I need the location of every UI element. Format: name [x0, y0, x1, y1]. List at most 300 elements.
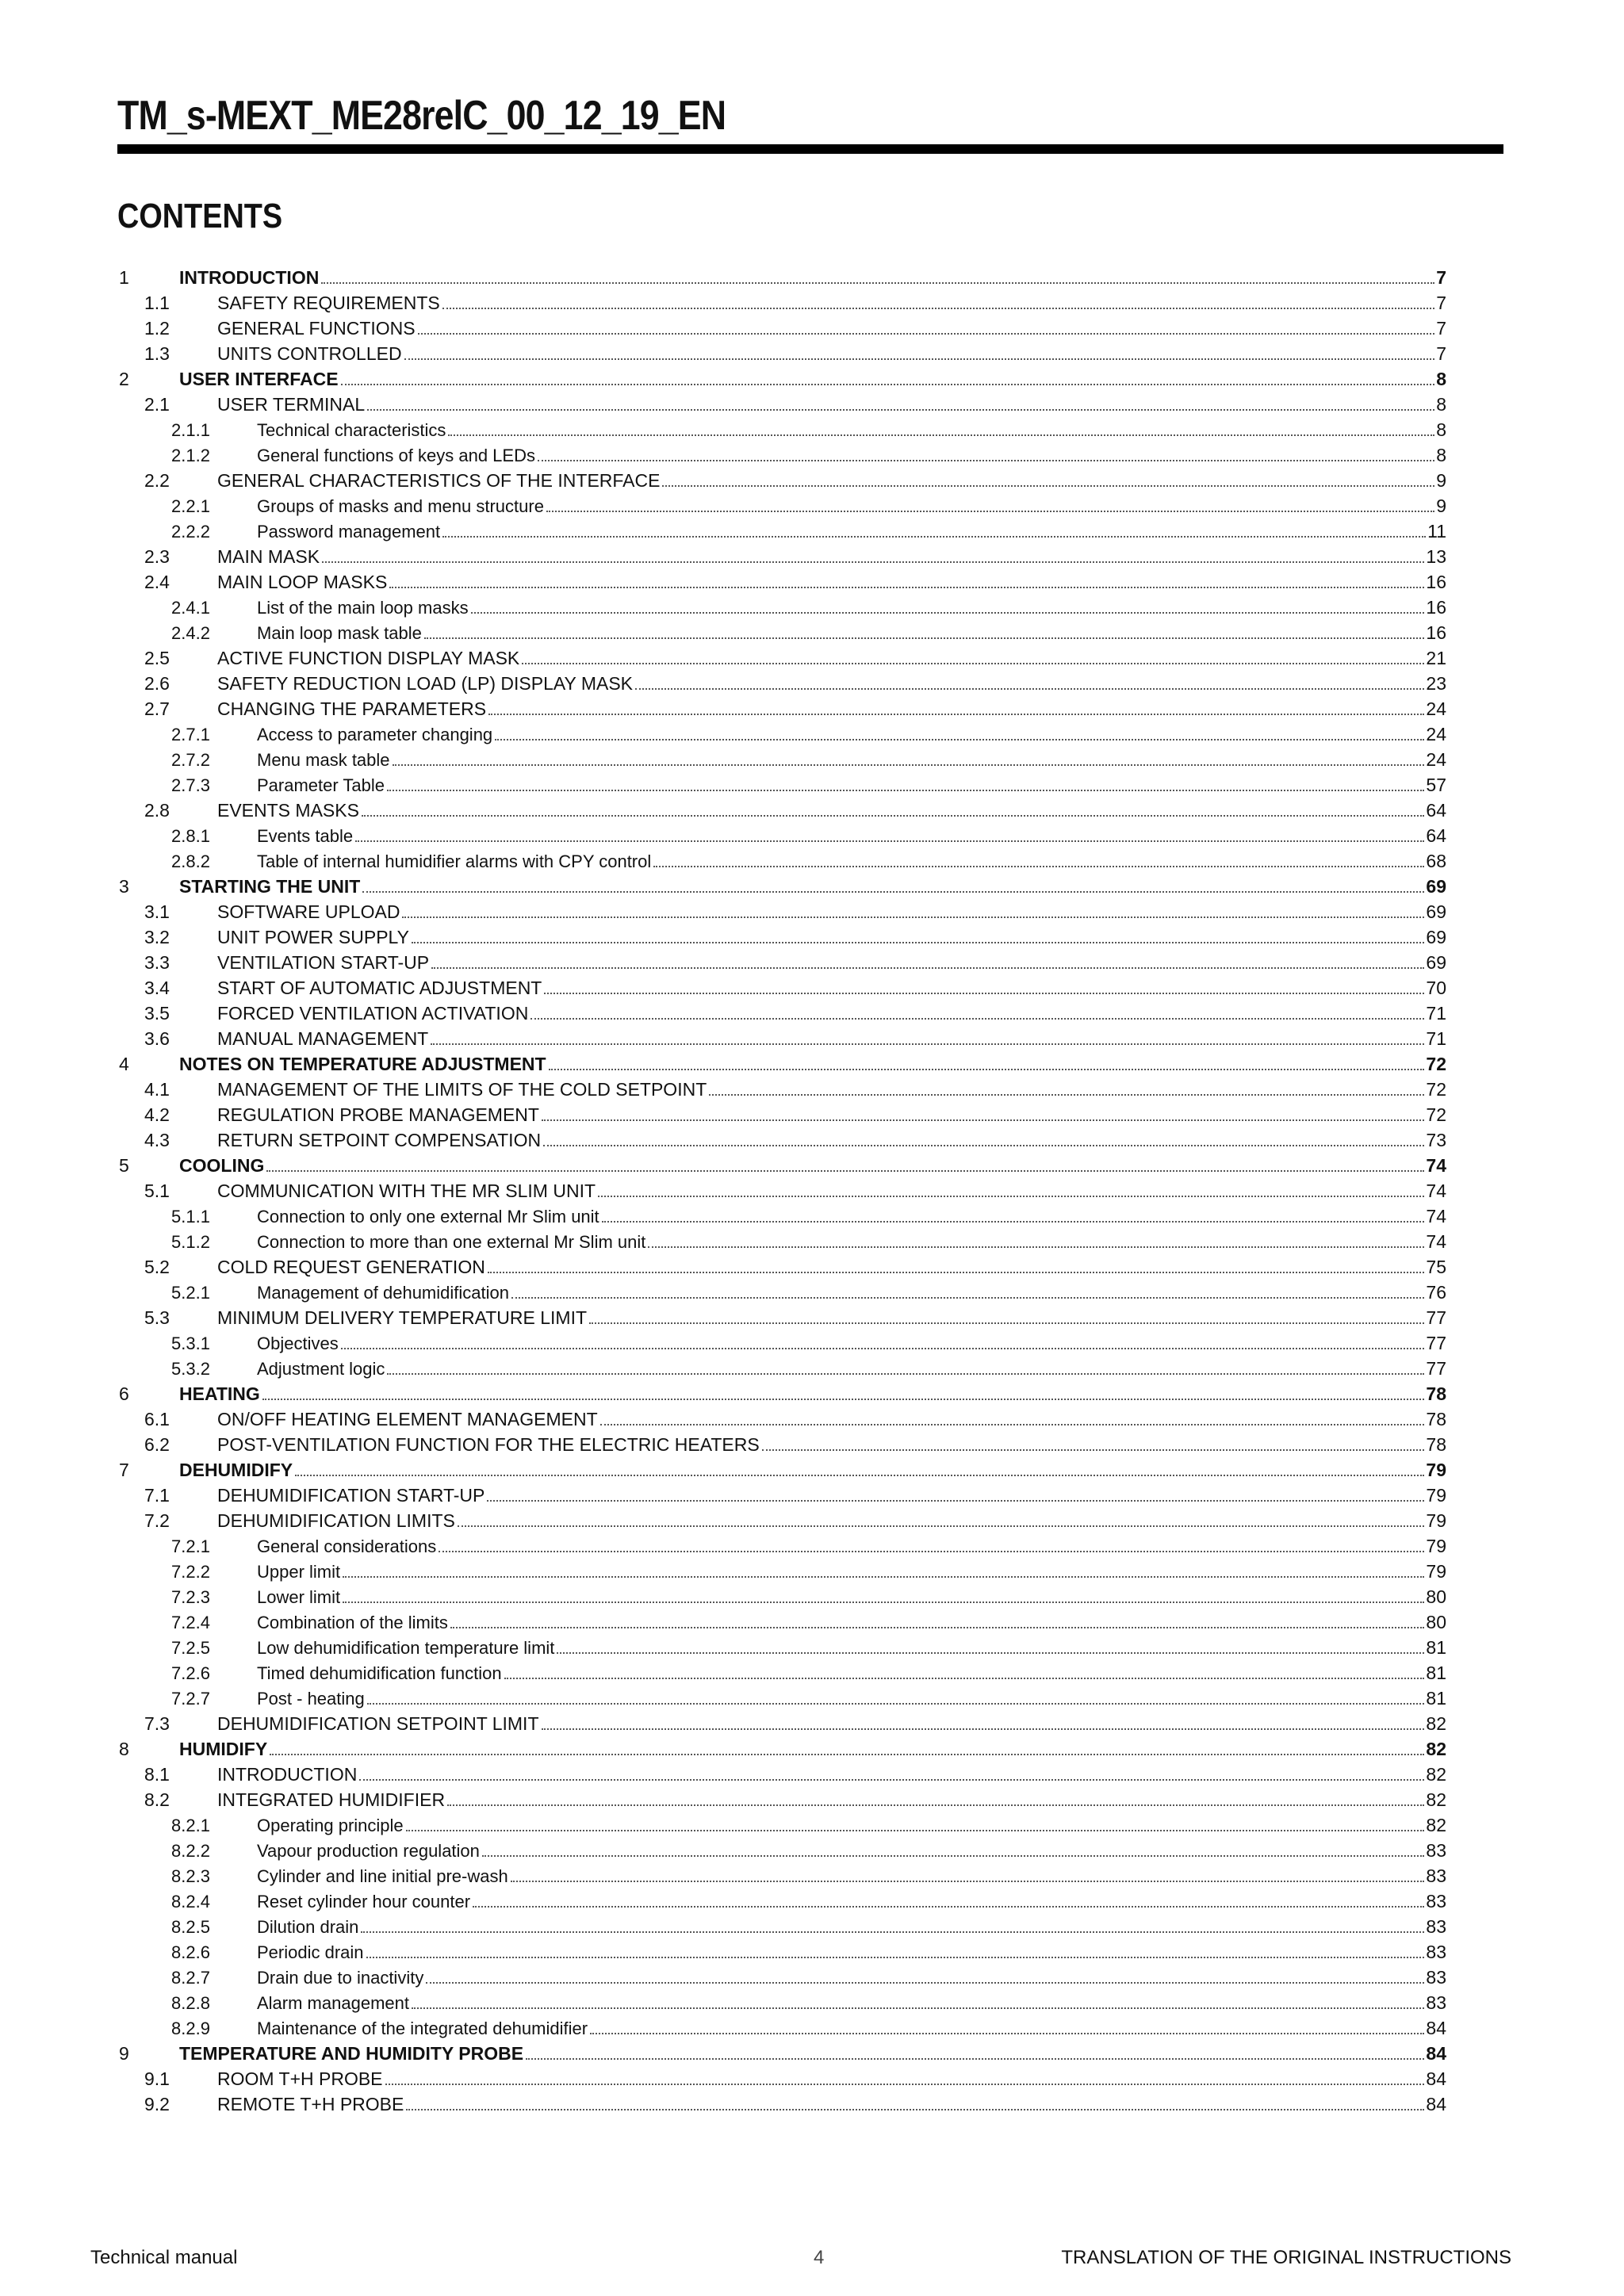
toc-entry-title: ACTIVE FUNCTION DISPLAY MASK [217, 648, 520, 668]
toc-entry-number: 2.1.1 [171, 420, 210, 440]
toc-entry-title: RETURN SETPOINT COMPENSATION [217, 1130, 542, 1150]
toc-entry[interactable] [119, 1229, 1446, 1254]
toc-entry[interactable] [119, 544, 1446, 569]
toc-dot-leader [600, 1424, 1425, 1425]
toc-dot-leader [362, 815, 1424, 817]
toc-entry-number: 3.3 [144, 952, 170, 973]
toc-dot-leader [295, 1475, 1424, 1476]
toc-dot-leader [447, 1804, 1424, 1806]
toc-entry-page: 77 [1426, 1307, 1446, 1328]
toc-entry-page: 64 [1426, 825, 1446, 846]
toc-entry-number: 1.3 [144, 343, 170, 364]
toc-entry-page: 16 [1426, 597, 1446, 618]
toc-entry-number: 2.2.1 [171, 496, 210, 516]
toc-dot-leader [542, 1119, 1424, 1121]
toc-entry-page: 84 [1426, 2018, 1446, 2038]
contents-heading: CONTENTS [117, 197, 283, 235]
toc-entry-page: 71 [1426, 1003, 1446, 1024]
toc-entry-title: COOLING [179, 1155, 265, 1176]
toc-entry-page: 7 [1436, 318, 1446, 339]
toc-entry[interactable] [119, 493, 1446, 519]
toc-entry-page: 8 [1436, 445, 1446, 465]
toc-entry-title: Reset cylinder hour counter [257, 1892, 471, 1911]
toc-entry-number: 2.8.1 [171, 826, 210, 846]
toc-entry[interactable] [119, 620, 1446, 645]
toc-entry-number: 6.1 [144, 1409, 170, 1429]
toc-entry-title: Dilution drain [257, 1917, 359, 1937]
toc-entry[interactable] [119, 316, 1446, 341]
toc-entry-number: 1.2 [144, 318, 170, 339]
toc-entry-title: Combination of the limits [257, 1613, 448, 1632]
toc-entry-number: 7.2.7 [171, 1689, 210, 1709]
toc-entry[interactable] [119, 1330, 1446, 1356]
toc-entry[interactable] [119, 798, 1446, 823]
toc-entry-page: 83 [1426, 1992, 1446, 2013]
toc-entry[interactable] [119, 1305, 1446, 1330]
toc-entry-title: DEHUMIDIFICATION LIMITS [217, 1510, 455, 1531]
toc-dot-leader [385, 2084, 1425, 2085]
toc-entry-page: 8 [1436, 369, 1446, 389]
toc-entry-title: Main loop mask table [257, 623, 422, 643]
toc-dot-leader [359, 1779, 1424, 1781]
toc-entry-number: 5.1.1 [171, 1207, 210, 1226]
toc-entry-number: 2.2 [144, 470, 170, 491]
toc-entry[interactable] [119, 1508, 1446, 1533]
toc-entry-number: 3.6 [144, 1028, 170, 1049]
toc-entry-page: 83 [1426, 1967, 1446, 1988]
toc-entry[interactable] [119, 2091, 1446, 2117]
toc-entry-title: Connection to only one external Mr Slim unit [257, 1207, 599, 1226]
toc-entry-title: REGULATION PROBE MANAGEMENT [217, 1104, 539, 1125]
toc-entry-title: Groups of masks and menu structure [257, 496, 544, 516]
toc-entry-title: Technical characteristics [257, 420, 446, 440]
toc-entry[interactable] [119, 848, 1446, 874]
toc-entry-title: Adjustment logic [257, 1359, 385, 1379]
table-of-contents [119, 265, 1446, 2117]
toc-entry-page: 24 [1426, 749, 1446, 770]
toc-entry-number: 2.8.2 [171, 851, 210, 871]
toc-entry-number: 3.5 [144, 1003, 170, 1024]
toc-dot-leader [343, 1576, 1424, 1578]
toc-dot-leader [367, 409, 1434, 411]
toc-entry-title: REMOTE T+H PROBE [217, 2094, 404, 2114]
toc-entry-page: 74 [1426, 1181, 1446, 1201]
toc-entry[interactable] [119, 1001, 1446, 1026]
toc-dot-leader [458, 1525, 1425, 1527]
toc-entry[interactable] [119, 519, 1446, 544]
toc-entry-page: 69 [1426, 927, 1446, 947]
toc-entry-title: ROOM T+H PROBE [217, 2068, 383, 2089]
toc-entry-number: 2.5 [144, 648, 170, 668]
toc-entry-title: MANUAL MANAGEMENT [217, 1028, 429, 1049]
toc-dot-leader [431, 967, 1424, 969]
toc-entry-title: USER TERMINAL [217, 394, 366, 415]
toc-entry-number: 5 [119, 1155, 129, 1176]
toc-entry-title: UNITS CONTROLLED [217, 343, 402, 364]
toc-entry-number: 3.4 [144, 978, 170, 998]
toc-dot-leader [387, 790, 1424, 791]
toc-entry[interactable] [119, 1483, 1446, 1508]
toc-dot-leader [544, 993, 1424, 994]
toc-entry[interactable] [119, 1635, 1446, 1660]
toc-entry[interactable] [119, 290, 1446, 316]
toc-entry-number: 7.2.1 [171, 1536, 210, 1556]
toc-entry-title: Access to parameter changing [257, 725, 493, 744]
toc-entry-title: Parameter Table [257, 775, 385, 795]
toc-entry-number: 8.2.4 [171, 1892, 210, 1911]
toc-dot-leader [488, 714, 1424, 715]
toc-dot-leader [522, 663, 1424, 664]
toc-dot-leader [504, 1678, 1425, 1679]
toc-entry[interactable] [119, 1280, 1446, 1305]
toc-dot-leader [402, 916, 1424, 918]
toc-entry-number: 5.3.2 [171, 1359, 210, 1379]
toc-dot-leader [439, 1551, 1424, 1552]
toc-entry-page: 7 [1436, 267, 1446, 288]
toc-entry-page: 83 [1426, 1942, 1446, 1962]
toc-dot-leader [266, 1170, 1424, 1172]
toc-entry-title: Objectives [257, 1334, 339, 1353]
toc-entry[interactable] [119, 1406, 1446, 1432]
toc-entry[interactable] [119, 1559, 1446, 1584]
toc-entry-title: Events table [257, 826, 354, 846]
toc-entry-title: MANAGEMENT OF THE LIMITS OF THE COLD SETPOINT [217, 1079, 707, 1100]
toc-entry[interactable] [119, 950, 1446, 975]
toc-dot-leader [322, 561, 1424, 563]
toc-entry-page: 83 [1426, 1916, 1446, 1937]
toc-entry-page: 77 [1426, 1358, 1446, 1379]
toc-dot-leader [589, 1322, 1424, 1324]
toc-entry[interactable] [119, 366, 1446, 392]
toc-entry[interactable] [119, 1965, 1446, 1990]
toc-entry[interactable] [119, 721, 1446, 747]
toc-entry-number: 5.3.1 [171, 1334, 210, 1353]
toc-entry[interactable] [119, 747, 1446, 772]
toc-entry-number: 2.4.2 [171, 623, 210, 643]
footer-translation-note: TRANSLATION OF THE ORIGINAL INSTRUCTIONS [1061, 2247, 1511, 2268]
toc-entry[interactable] [119, 975, 1446, 1001]
toc-entry[interactable] [119, 1432, 1446, 1457]
toc-entry-title: Maintenance of the integrated dehumidifier [257, 2019, 588, 2038]
toc-entry-page: 69 [1426, 876, 1446, 897]
toc-entry[interactable] [119, 1356, 1446, 1381]
toc-entry-page: 16 [1426, 572, 1446, 592]
toc-entry-page: 71 [1426, 1028, 1446, 1049]
toc-entry-page: 80 [1426, 1586, 1446, 1607]
toc-entry-title: Alarm management [257, 1993, 409, 2013]
toc-entry-number: 8.2.2 [171, 1841, 210, 1861]
toc-entry-page: 24 [1426, 698, 1446, 719]
toc-entry[interactable] [119, 417, 1446, 442]
toc-entry-number: 7.2.3 [171, 1587, 210, 1607]
toc-entry-title: MAIN LOOP MASKS [217, 572, 388, 592]
toc-entry-number: 8.2.5 [171, 1917, 210, 1937]
toc-dot-leader [495, 739, 1424, 740]
toc-entry-number: 9 [119, 2043, 129, 2064]
toc-entry[interactable] [119, 2015, 1446, 2041]
toc-entry-number: 5.3 [144, 1307, 170, 1328]
toc-entry-page: 73 [1426, 1130, 1446, 1150]
toc-entry-title: Operating principle [257, 1816, 404, 1835]
toc-entry-number: 7.1 [144, 1485, 170, 1506]
toc-entry-title: INTEGRATED HUMIDIFIER [217, 1789, 446, 1810]
toc-dot-leader [473, 1906, 1424, 1908]
toc-entry-title: INTRODUCTION [179, 267, 320, 288]
toc-entry[interactable] [119, 1178, 1446, 1203]
toc-entry-number: 2.1 [144, 394, 170, 415]
toc-entry-page: 16 [1426, 622, 1446, 643]
toc-entry[interactable] [119, 1153, 1446, 1178]
toc-entry-page: 83 [1426, 1866, 1446, 1886]
toc-entry-title: POST-VENTILATION FUNCTION FOR THE ELECTRIC HEATERS [217, 1434, 760, 1455]
toc-entry-page: 69 [1426, 901, 1446, 922]
toc-entry-number: 8.2 [144, 1789, 170, 1810]
toc-entry-title: SOFTWARE UPLOAD [217, 901, 400, 922]
toc-entry-page: 21 [1426, 648, 1446, 668]
toc-entry[interactable] [119, 772, 1446, 798]
toc-dot-leader [321, 282, 1434, 284]
toc-entry[interactable] [119, 645, 1446, 671]
toc-entry-page: 79 [1426, 1536, 1446, 1556]
toc-entry[interactable] [119, 1888, 1446, 1914]
toc-entry-number: 4.2 [144, 1104, 170, 1125]
toc-entry-number: 1 [119, 267, 129, 288]
toc-entry-page: 82 [1426, 1815, 1446, 1835]
toc-entry[interactable] [119, 1838, 1446, 1863]
toc-dot-leader [355, 840, 1424, 842]
toc-entry-page: 81 [1426, 1663, 1446, 1683]
toc-entry[interactable] [119, 1990, 1446, 2015]
toc-entry-number: 8.2.9 [171, 2019, 210, 2038]
toc-dot-leader [404, 358, 1435, 360]
toc-entry-number: 5.1 [144, 1181, 170, 1201]
toc-entry-page: 81 [1426, 1688, 1446, 1709]
toc-entry[interactable] [119, 1457, 1446, 1483]
toc-entry[interactable] [119, 1863, 1446, 1888]
toc-entry[interactable] [119, 899, 1446, 924]
toc-entry-page: 8 [1436, 394, 1446, 415]
toc-dot-leader [471, 612, 1425, 614]
toc-entry-page: 79 [1426, 1460, 1446, 1480]
toc-entry-number: 6.2 [144, 1434, 170, 1455]
toc-entry-number: 3 [119, 876, 129, 897]
toc-entry-page: 83 [1426, 1891, 1446, 1911]
toc-dot-leader [442, 308, 1434, 309]
toc-dot-leader [361, 1931, 1424, 1933]
toc-entry[interactable] [119, 1686, 1446, 1711]
toc-entry-number: 8.2.1 [171, 1816, 210, 1835]
toc-entry-page: 78 [1426, 1409, 1446, 1429]
toc-entry[interactable] [119, 1254, 1446, 1280]
toc-entry-page: 79 [1426, 1510, 1446, 1531]
toc-entry-number: 9.1 [144, 2068, 170, 2089]
toc-entry[interactable] [119, 1812, 1446, 1838]
toc-dot-leader [367, 1703, 1425, 1705]
toc-entry-number: 2.1.2 [171, 446, 210, 465]
toc-entry[interactable] [119, 341, 1446, 366]
toc-entry-title: START OF AUTOMATIC ADJUSTMENT [217, 978, 542, 998]
toc-entry-title: TEMPERATURE AND HUMIDITY PROBE [179, 2043, 524, 2064]
toc-entry-title: Menu mask table [257, 750, 390, 770]
toc-entry[interactable] [119, 1077, 1446, 1102]
toc-entry-title: COMMUNICATION WITH THE MR SLIM UNIT [217, 1181, 596, 1201]
toc-entry[interactable] [119, 1787, 1446, 1812]
toc-dot-leader [542, 1728, 1425, 1730]
toc-dot-leader [412, 942, 1424, 943]
toc-dot-leader [362, 891, 1424, 893]
toc-entry-page: 82 [1426, 1739, 1446, 1759]
toc-entry-number: 2.4.1 [171, 598, 210, 618]
toc-dot-leader [262, 1399, 1425, 1400]
toc-entry-number: 2.7.1 [171, 725, 210, 744]
toc-entry[interactable] [119, 1762, 1446, 1787]
toc-dot-leader [366, 1957, 1425, 1958]
toc-entry-page: 84 [1426, 2068, 1446, 2089]
toc-entry[interactable] [119, 1381, 1446, 1406]
toc-entry-number: 8.2.3 [171, 1866, 210, 1886]
toc-entry-number: 7.2.2 [171, 1562, 210, 1582]
toc-entry-page: 82 [1426, 1789, 1446, 1810]
toc-dot-leader [557, 1652, 1424, 1654]
toc-entry-title: Post - heating [257, 1689, 365, 1709]
toc-entry-page: 23 [1426, 673, 1446, 694]
toc-entry-title: Cylinder and line initial pre-wash [257, 1866, 508, 1886]
toc-entry-page: 78 [1426, 1434, 1446, 1455]
toc-entry-page: 72 [1426, 1079, 1446, 1100]
toc-entry[interactable] [119, 1533, 1446, 1559]
toc-entry-page: 74 [1426, 1231, 1446, 1252]
toc-entry-number: 2 [119, 369, 129, 389]
toc-entry[interactable] [119, 1939, 1446, 1965]
toc-entry-page: 70 [1426, 978, 1446, 998]
toc-entry-page: 64 [1426, 800, 1446, 821]
toc-entry[interactable] [119, 1711, 1446, 1736]
toc-dot-leader [487, 1500, 1424, 1502]
toc-entry-number: 2.8 [144, 800, 170, 821]
footer-manual-label: Technical manual [90, 2247, 238, 2268]
toc-dot-leader [406, 1830, 1425, 1831]
toc-entry-page: 75 [1426, 1257, 1446, 1277]
toc-entry[interactable] [119, 442, 1446, 468]
toc-entry[interactable] [119, 2066, 1446, 2091]
toc-entry-title: Drain due to inactivity [257, 1968, 424, 1988]
document-title: TM_s-MEXT_ME28relC_00_12_19_EN [117, 93, 726, 139]
toc-entry[interactable] [119, 1736, 1446, 1762]
toc-dot-leader [762, 1449, 1425, 1451]
toc-entry-title: COLD REQUEST GENERATION [217, 1257, 485, 1277]
toc-entry-title: MAIN MASK [217, 546, 320, 567]
toc-dot-leader [389, 587, 1424, 588]
toc-entry[interactable] [119, 874, 1446, 899]
toc-entry-title: SAFETY REQUIREMENTS [217, 293, 440, 313]
toc-entry[interactable] [119, 1609, 1446, 1635]
toc-entry-page: 84 [1426, 2094, 1446, 2114]
toc-entry-title: List of the main loop masks [257, 598, 469, 618]
toc-entry-number: 6 [119, 1383, 129, 1404]
toc-entry-title: HUMIDIFY [179, 1739, 268, 1759]
toc-dot-leader [590, 2033, 1424, 2034]
toc-entry-page: 79 [1426, 1561, 1446, 1582]
toc-dot-leader [709, 1094, 1424, 1096]
toc-entry-number: 7 [119, 1460, 129, 1480]
toc-entry-number: 7.2.6 [171, 1663, 210, 1683]
toc-entry-title: General considerations [257, 1536, 437, 1556]
toc-entry[interactable] [119, 1203, 1446, 1229]
toc-entry-number: 4.3 [144, 1130, 170, 1150]
toc-entry-number: 2.6 [144, 673, 170, 694]
toc-entry-title: Vapour production regulation [257, 1841, 480, 1861]
toc-entry[interactable] [119, 265, 1446, 290]
toc-entry[interactable] [119, 696, 1446, 721]
toc-entry[interactable] [119, 823, 1446, 848]
toc-dot-leader [488, 1272, 1425, 1273]
toc-entry[interactable] [119, 468, 1446, 493]
toc-entry-title: SAFETY REDUCTION LOAD (LP) DISPLAY MASK [217, 673, 634, 694]
toc-entry-page: 82 [1426, 1764, 1446, 1785]
toc-entry-page: 9 [1436, 470, 1446, 491]
toc-entry-page: 69 [1426, 952, 1446, 973]
toc-entry-page: 24 [1426, 724, 1446, 744]
toc-entry-title: Management of dehumidification [257, 1283, 509, 1303]
toc-dot-leader [526, 2058, 1424, 2060]
toc-dot-leader [442, 536, 1426, 538]
toc-entry[interactable] [119, 1584, 1446, 1609]
toc-entry-number: 2.7.2 [171, 750, 210, 770]
toc-entry-title: GENERAL CHARACTERISTICS OF THE INTERFACE [217, 470, 661, 491]
toc-entry[interactable] [119, 569, 1446, 595]
toc-entry-page: 77 [1426, 1333, 1446, 1353]
toc-dot-leader [538, 460, 1434, 461]
toc-dot-leader [450, 1627, 1425, 1628]
toc-entry-page: 8 [1436, 419, 1446, 440]
toc-dot-leader [412, 2007, 1424, 2009]
toc-entry[interactable] [119, 1660, 1446, 1686]
toc-entry[interactable] [119, 1051, 1446, 1077]
toc-entry[interactable] [119, 392, 1446, 417]
toc-entry[interactable] [119, 671, 1446, 696]
toc-dot-leader [426, 1982, 1424, 1984]
toc-entry[interactable] [119, 1026, 1446, 1051]
toc-entry[interactable] [119, 924, 1446, 950]
toc-dot-leader [635, 688, 1424, 690]
toc-entry-page: 80 [1426, 1612, 1446, 1632]
toc-entry[interactable] [119, 2041, 1446, 2066]
toc-dot-leader [511, 1881, 1425, 1882]
toc-entry-page: 81 [1426, 1637, 1446, 1658]
toc-entry-title: MINIMUM DELIVERY TEMPERATURE LIMIT [217, 1307, 588, 1328]
toc-entry[interactable] [119, 595, 1446, 620]
toc-entry-number: 1.1 [144, 293, 170, 313]
toc-entry-number: 7.3 [144, 1713, 170, 1734]
toc-entry-number: 2.4 [144, 572, 170, 592]
toc-entry-number: 8.2.6 [171, 1942, 210, 1962]
toc-entry-title: GENERAL FUNCTIONS [217, 318, 416, 339]
toc-entry-title: UNIT POWER SUPPLY [217, 927, 409, 947]
toc-entry-number: 3.1 [144, 901, 170, 922]
toc-entry-number: 3.2 [144, 927, 170, 947]
toc-dot-leader [530, 1018, 1424, 1020]
toc-entry-title: DEHUMIDIFY [179, 1460, 293, 1480]
toc-entry-title: Upper limit [257, 1562, 341, 1582]
toc-entry-title: HEATING [179, 1383, 260, 1404]
toc-entry[interactable] [119, 1127, 1446, 1153]
toc-dot-leader [482, 1855, 1425, 1857]
toc-entry-title: ON/OFF HEATING ELEMENT MANAGEMENT [217, 1409, 598, 1429]
toc-entry[interactable] [119, 1914, 1446, 1939]
toc-entry-page: 7 [1436, 293, 1446, 313]
toc-entry[interactable] [119, 1102, 1446, 1127]
toc-entry-page: 57 [1426, 775, 1446, 795]
